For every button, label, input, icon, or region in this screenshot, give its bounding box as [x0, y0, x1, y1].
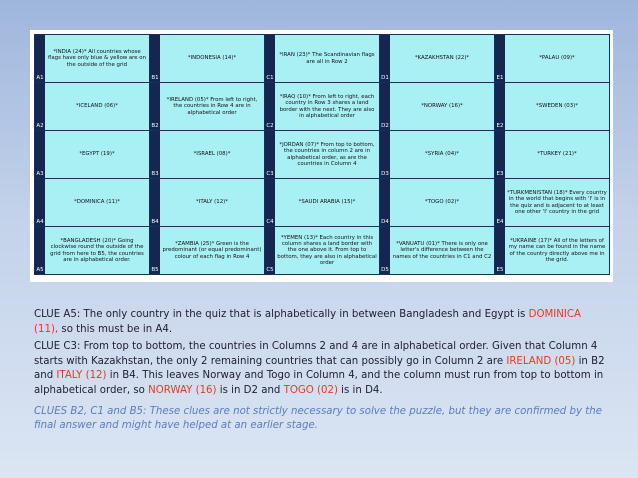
- grid-cell-inner: [495, 179, 609, 226]
- cell-clue-text: *UKRAINE (17)* All of the letters of my name can be found in the name of the country directly above me in the grid.: [508, 237, 606, 263]
- clue-a5-text: CLUE A5: The only country in the quiz that is alphabetically in between Bangladesh and Egypt is: [34, 309, 529, 320]
- cell-clue-text: *TURKEY (21)*: [537, 151, 577, 158]
- grid-cell-b2: [150, 83, 265, 131]
- cell-id-label: E5: [495, 227, 505, 274]
- grid-cell-a1: [35, 35, 150, 83]
- clue-c3-paragraph: [34, 340, 606, 398]
- cell-clue-text: *TOGO (02)*: [424, 199, 460, 206]
- grid-cell-b1: [150, 35, 265, 83]
- grid-cell-inner: [35, 35, 149, 82]
- cell-id-label: A5: [35, 227, 45, 274]
- highlight-dominica: DOMINICA (11),: [34, 309, 581, 335]
- grid-cell-a2: [35, 83, 150, 131]
- cell-id-label: D2: [380, 83, 390, 130]
- grid-cell-inner: [150, 227, 264, 274]
- cell-clue-text: *ZAMBIA (25)* Green is the predominant (or equal predominant) colour of each flag in Row 4: [162, 241, 262, 260]
- cell-clue-text: *IRELAND (05)* From left to right, the countries in Row 4 are in alphabetical order: [166, 97, 258, 116]
- grid-row: [35, 131, 610, 179]
- cell-id-label: D4: [380, 179, 390, 226]
- grid-cell-inner: [35, 179, 149, 226]
- grid-cell-c5: [265, 227, 380, 275]
- cell-id-label: E2: [495, 83, 505, 130]
- grid-cell-inner: [495, 131, 609, 178]
- grid-cell-inner: [380, 179, 494, 226]
- grid-row: [35, 227, 610, 275]
- grid-cell-e1: [495, 35, 610, 83]
- grid-cell-a5: [35, 227, 150, 275]
- cell-clue-text: *KAZAKHSTAN (22)*: [414, 55, 470, 62]
- grid-cell-c4: [265, 179, 380, 227]
- clue-c3-text-5: is in D4.: [337, 384, 383, 396]
- grid-cell-inner: [265, 179, 379, 226]
- grid-cell-b4: [150, 179, 265, 227]
- puzzle-grid-panel: [30, 30, 613, 282]
- cell-clue-text: *JORDAN (07)* From top to bottom, the countries in column 2 are in alphabetical order, as are the countries in Column 4: [279, 141, 375, 167]
- grid-row: [35, 83, 610, 131]
- grid-cell-inner: [380, 83, 494, 130]
- cell-id-label: A1: [35, 35, 45, 82]
- grid-cell-e2: [495, 83, 610, 131]
- grid-cell-inner: [495, 227, 609, 274]
- explanation-text: [34, 308, 606, 437]
- cell-id-label: A2: [35, 83, 45, 130]
- cell-clue-text: *TURKMENISTAN (18)* Every country in the world that begins with 'I' is in the quiz and is adjacent to at least one other 'I' country in the grid: [507, 189, 607, 215]
- cell-id-label: B1: [150, 35, 160, 82]
- puzzle-grid: [34, 34, 610, 275]
- cell-id-label: D3: [380, 131, 390, 178]
- cell-id-label: E4: [495, 179, 505, 226]
- cell-id-label: D1: [380, 35, 390, 82]
- grid-cell-inner: [35, 83, 149, 130]
- grid-cell-c1: [265, 35, 380, 83]
- grid-cell-c3: [265, 131, 380, 179]
- cell-id-label: E3: [495, 131, 505, 178]
- cell-id-label: B2: [150, 83, 160, 130]
- cell-id-label: B5: [150, 227, 160, 274]
- cell-clue-text: *IRAN (23)* The Scandinavian flags are all in Row 2: [279, 52, 375, 65]
- grid-cell-inner: [150, 35, 264, 82]
- cell-clue-text: *INDONESIA (14)*: [187, 55, 237, 62]
- highlight-togo: TOGO (02): [283, 384, 338, 396]
- cell-clue-text: *ICELAND (06)*: [76, 103, 118, 110]
- grid-cell-d2: [380, 83, 495, 131]
- clue-c3-text-4: is in D2 and: [216, 384, 284, 396]
- highlight-ireland: IRELAND (05): [506, 355, 576, 367]
- clue-a5-text-end: so this must be in A4.: [58, 323, 173, 335]
- grid-cell-inner: [35, 227, 149, 274]
- cell-clue-text: *INDIA (24)* All countries whose flags have only blue & yellow are on the outside of the grid: [47, 49, 147, 68]
- cell-id-label: A3: [35, 131, 45, 178]
- grid-cell-d3: [380, 131, 495, 179]
- grid-cell-e3: [495, 131, 610, 179]
- cell-clue-text: *VANUATU (01)* There is only one letter's difference between the names of the countries in C1 and C2: [392, 241, 492, 260]
- grid-cell-e4: [495, 179, 610, 227]
- grid-row: [35, 35, 610, 83]
- cell-id-label: D5: [380, 227, 390, 274]
- cell-clue-text: *ITALY (12)*: [196, 199, 228, 206]
- highlight-norway: NORWAY (16): [148, 384, 217, 396]
- clue-c3-text-1: CLUE C3: From top to bottom, the countries in Columns 2 and 4 are in alphabetical order. Given that Column 4 starts with Kazakhstan, the only 2 remaining countries that can possibly go in Column 2 are: [34, 341, 598, 367]
- grid-cell-inner: [380, 35, 494, 82]
- grid-cell-a3: [35, 131, 150, 179]
- grid-cell-d1: [380, 35, 495, 83]
- clues-note-paragraph: CLUES B2, C1 and B5: These clues are not strictly necessary to solve the puzzle, but they are confirmed by the final answer and might have helped at an earlier stage.: [34, 405, 602, 432]
- grid-cell-inner: [495, 35, 609, 82]
- cell-id-label: C2: [265, 83, 275, 130]
- cell-clue-text: *BANGLADESH (20)* Going clockwise round the outside of the grid from here to B5, the countries are in alphabetical order.: [50, 237, 144, 263]
- clue-c3-text-3: in B4. This leaves Norway and Togo in Column 4, and the column must run from top to bottom in alphabetical order, so: [34, 370, 604, 396]
- cell-clue-text: *SAUDI ARABIA (15)*: [298, 199, 356, 206]
- grid-cell-e5: [495, 227, 610, 275]
- cell-clue-text: *SWEDEN (03)*: [536, 103, 578, 110]
- cell-clue-text: *SYRIA (04)*: [425, 151, 459, 158]
- grid-cell-inner: [495, 83, 609, 130]
- cell-clue-text: *DOMINICA (11)*: [74, 199, 120, 206]
- cell-id-label: C5: [265, 227, 275, 274]
- cell-id-label: C3: [265, 131, 275, 178]
- grid-cell-inner: [265, 227, 379, 274]
- grid-cell-b5: [150, 227, 265, 275]
- grid-cell-b3: [150, 131, 265, 179]
- cell-clue-text: *NORWAY (16)*: [421, 103, 463, 110]
- grid-cell-inner: [380, 131, 494, 178]
- cell-clue-text: *ISRAEL (08)*: [193, 151, 231, 158]
- cell-clue-text: *YEMEN (13)* Each country in this column shares a land border with the one above it. From top to bottom, they are also in alphabetical order: [277, 234, 377, 266]
- clue-a5-paragraph: [34, 308, 606, 337]
- grid-cell-inner: [150, 179, 264, 226]
- grid-cell-inner: [150, 131, 264, 178]
- grid-cell-inner: [265, 83, 379, 130]
- grid-cell-a4: [35, 179, 150, 227]
- cell-id-label: B4: [150, 179, 160, 226]
- grid-row: [35, 179, 610, 227]
- cell-clue-text: *EGYPT (19)*: [79, 151, 115, 158]
- cell-clue-text: *PALAU (09)*: [539, 55, 575, 62]
- grid-cell-inner: [265, 131, 379, 178]
- highlight-italy: ITALY (12): [56, 370, 107, 382]
- cell-id-label: E1: [495, 35, 505, 82]
- grid-cell-inner: [380, 227, 494, 274]
- grid-cell-c2: [265, 83, 380, 131]
- grid-cell-d4: [380, 179, 495, 227]
- grid-cell-inner: [35, 131, 149, 178]
- grid-cell-d5: [380, 227, 495, 275]
- grid-cell-inner: [150, 83, 264, 130]
- cell-id-label: C1: [265, 35, 275, 82]
- clue-c3-text-2: in B2 and: [34, 355, 605, 382]
- cell-id-label: A4: [35, 179, 45, 226]
- cell-id-label: B3: [150, 131, 160, 178]
- grid-cell-inner: [265, 35, 379, 82]
- cell-clue-text: *IRAQ (10)* From left to right, each country in Row 3 shares a land border with the next. They are also in alphabetical order: [279, 93, 375, 119]
- cell-id-label: C4: [265, 179, 275, 226]
